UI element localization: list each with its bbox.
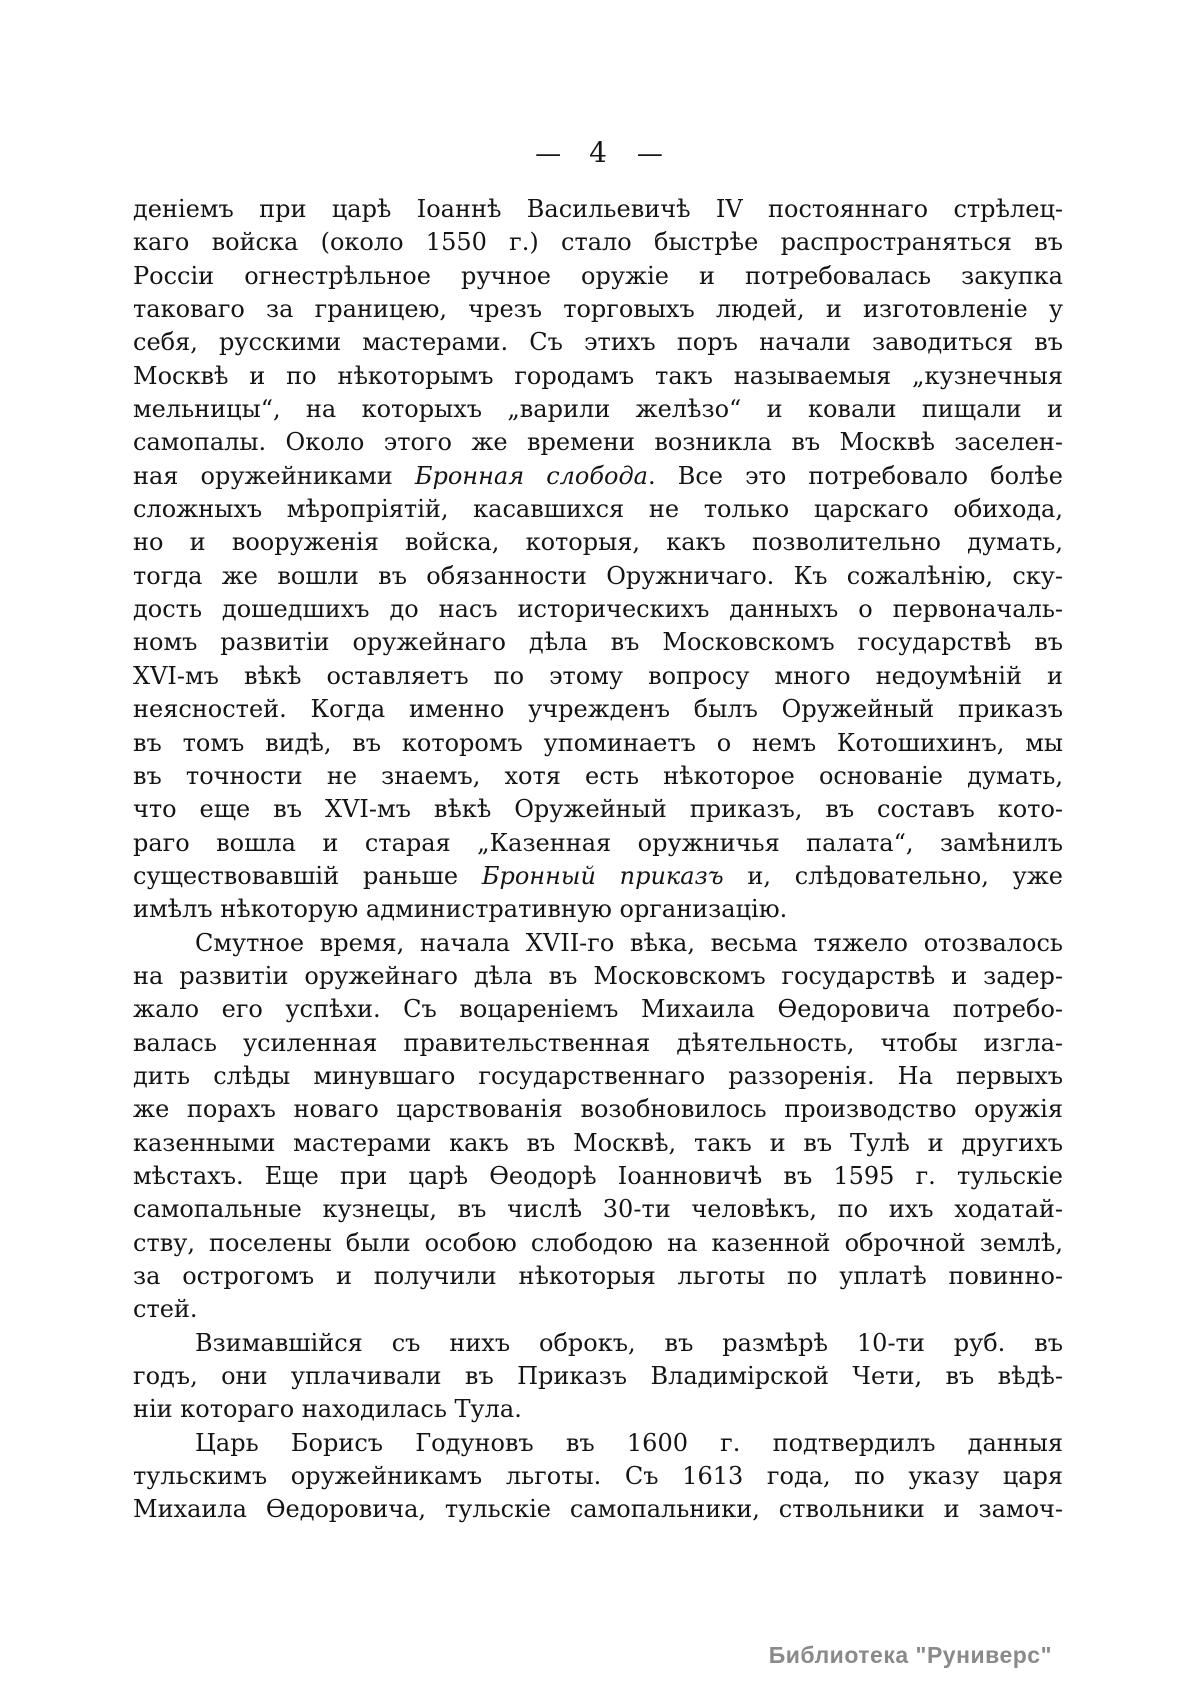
text-line: валась усиленная правительственная дѣятельность, чтобы изгла- (133, 1028, 1063, 1057)
text-line: таковаго за границею, чрезъ торговыхъ людей, и изготовленіе у (133, 295, 1063, 324)
text-line: на развитіи оружейнаго дѣла въ Московскомъ государствѣ и задер- (133, 961, 1063, 990)
text-line: дость дошедшихъ до насъ историческихъ данныхъ о первоначаль- (133, 595, 1063, 624)
text-line: тульскимъ оружейникамъ льготы. Съ 1613 года, по указу царя (133, 1462, 1063, 1491)
text-line: мельницы“, на которыхъ „варили желѣзо“ и ковали пищали и (133, 395, 1063, 424)
text-line: что еще въ XVI-мъ вѣкѣ Оружейный приказъ, въ составъ кото- (133, 795, 1063, 824)
text-line: неясностей. Когда именно учрежденъ былъ Оружейный приказъ (133, 695, 1063, 724)
text-line: существовавшій раньше Бронный приказъ и, слѣдовательно, уже (133, 861, 1063, 890)
text-line: же порахъ новаго царствованія возобновилось производство оружія (133, 1095, 1063, 1124)
text-line: ная оружейниками Бронная слобода. Все это потребовало болѣе (133, 461, 1063, 490)
text-line: Россіи огнестрѣльное ручное оружіе и потребовалась закупка (133, 261, 1063, 290)
italic-term: Бронный приказъ (481, 861, 724, 890)
text-line: Взимавшійся съ нихъ оброкъ, въ размѣрѣ 10-ти руб. въ (195, 1328, 1063, 1357)
text-line: годъ, они уплачивали въ Приказъ Владимірской Чети, въ вѣдѣ- (133, 1362, 1063, 1391)
page-header (133, 0, 1063, 169)
header-right-dash: — (636, 139, 661, 169)
text-line: ніи котораго находилась Тула. (133, 1395, 522, 1424)
text-line: ству, поселены были особою слободою на казенной оброчной землѣ, (133, 1228, 1063, 1257)
text-line: но и вооруженія войска, которыя, какъ позволительно думать, (133, 528, 1063, 557)
italic-term: Бронная слобода (414, 461, 648, 490)
text-line: самопалы. Около этого же времени возникла въ Москвѣ заселен- (133, 428, 1063, 457)
library-watermark: Библиотека "Руниверс" (768, 1642, 1052, 1668)
text-line: Михаила Ѳедоровича, тульскіе самопальники, ствольники и замоч- (133, 1495, 1063, 1524)
text-line: имѣлъ нѣкоторую административную организацію. (133, 895, 788, 924)
text-line: сложныхъ мѣропріятій, касавшихся не только царскаго обихода, (133, 495, 1063, 524)
text-line: казенными мастерами какъ въ Москвѣ, такъ и въ Тулѣ и другихъ (133, 1128, 1063, 1157)
text-line: за острогомъ и получили нѣкоторыя льготы по уплатѣ повинно- (133, 1262, 1063, 1290)
text-line: въ точности не знаемъ, хотя есть нѣкоторое основаніе думать, (133, 761, 1063, 790)
text-line: жало его успѣхи. Съ воцареніемъ Михаила Ѳедоровича потребо- (133, 995, 1063, 1024)
text-line: себя, русскими мастерами. Съ этихъ поръ начали заводиться въ (133, 328, 1063, 357)
text-line: каго войска (около 1550 г.) стало быстрѣе распространяться въ (133, 228, 1063, 257)
text-line: самопальные кузнецы, въ числѣ 30-ти человѣкъ, по ихъ ходатай- (133, 1195, 1063, 1224)
text-block (133, 193, 1063, 1527)
header-left-dash: — (535, 139, 560, 169)
text-line: въ томъ видѣ, въ которомъ упоминаетъ о немъ Котошихинъ, мы (133, 728, 1063, 757)
text-line: тогда же вошли въ обязанности Оружничаго. Къ сожалѣнію, ску- (133, 561, 1063, 590)
text-line: деніемъ при царѣ Іоаннѣ Васильевичѣ IV постояннаго стрѣлец- (133, 195, 1063, 223)
text-line: XVI-мъ вѣкѣ оставляетъ по этому вопросу много недоумѣній и (133, 661, 1063, 690)
text-line: раго вошла и старая „Казенная оружничья палата“, замѣнилъ (133, 828, 1063, 857)
text-line: номъ развитіи оружейнаго дѣла въ Московскомъ государствѣ въ (133, 628, 1063, 657)
text-line: Смутное время, начала XVII-го вѣка, весьма тяжело отозвалось (195, 928, 1063, 957)
text-line: Москвѣ и по нѣкоторымъ городамъ такъ называемыя „кузнечныя (133, 361, 1063, 390)
text-line: мѣстахъ. Еще при царѣ Ѳеодорѣ Іоанновичѣ въ 1595 г. тульскіе (133, 1161, 1063, 1190)
text-line: дить слѣды минувшаго государственнаго раззоренія. На первыхъ (133, 1061, 1063, 1090)
text-line: Царь Борисъ Годуновъ въ 1600 г. подтвердилъ данныя (195, 1428, 1063, 1457)
page-number: 4 (589, 136, 607, 169)
text-line: стей. (133, 1295, 198, 1324)
